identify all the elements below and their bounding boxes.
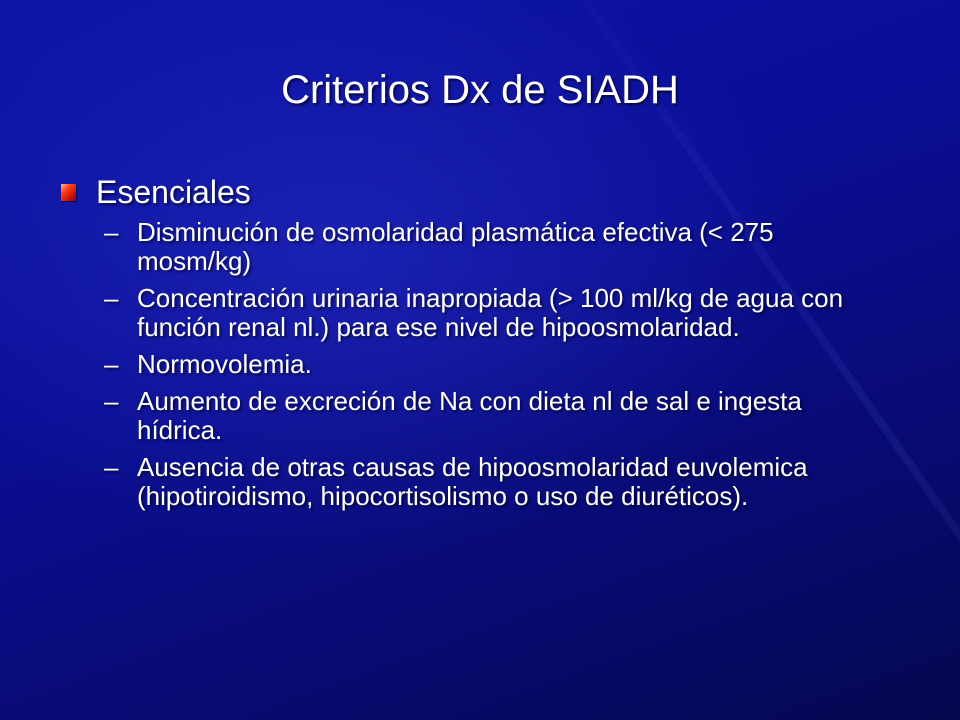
- dash-marker: –: [104, 349, 119, 379]
- bullet-label: Esenciales: [96, 174, 251, 210]
- sub-bullet-ausencia: [88, 453, 888, 511]
- sub-bullet-text: Normovolemia.: [137, 349, 312, 379]
- sub-bullet-list: [88, 218, 888, 511]
- sub-bullet-excrecion: [88, 387, 888, 445]
- sub-bullet-osmolaridad: [88, 218, 888, 276]
- dash-marker: –: [104, 217, 119, 247]
- slide-content: [88, 172, 888, 519]
- dash-marker: –: [104, 386, 119, 416]
- sub-bullet-text: Aumento de excreción de Na con dieta nl de sal e ingesta hídrica.: [137, 386, 802, 445]
- sub-bullet-text: Disminución de osmolaridad plasmática efectiva (< 275 mosm/kg): [137, 217, 774, 276]
- sub-bullet-text: Concentración urinaria inapropiada (> 100 ml/kg de agua con función renal nl.) para ese nivel de hipoosmolaridad.: [137, 283, 844, 342]
- sub-bullet-concentracion: [88, 284, 888, 342]
- bullet-esenciales: [88, 172, 888, 212]
- red-square-bullet-icon: [61, 184, 76, 201]
- slide-title: Criterios Dx de SIADH: [281, 68, 679, 112]
- dash-marker: –: [104, 283, 119, 313]
- sub-bullet-text: Ausencia de otras causas de hipoosmolaridad euvolemica (hipotiroidismo, hipocortisolismo o uso de diuréticos).: [137, 452, 808, 511]
- sub-bullet-normovolemia: [88, 350, 888, 379]
- dash-marker: –: [104, 452, 119, 482]
